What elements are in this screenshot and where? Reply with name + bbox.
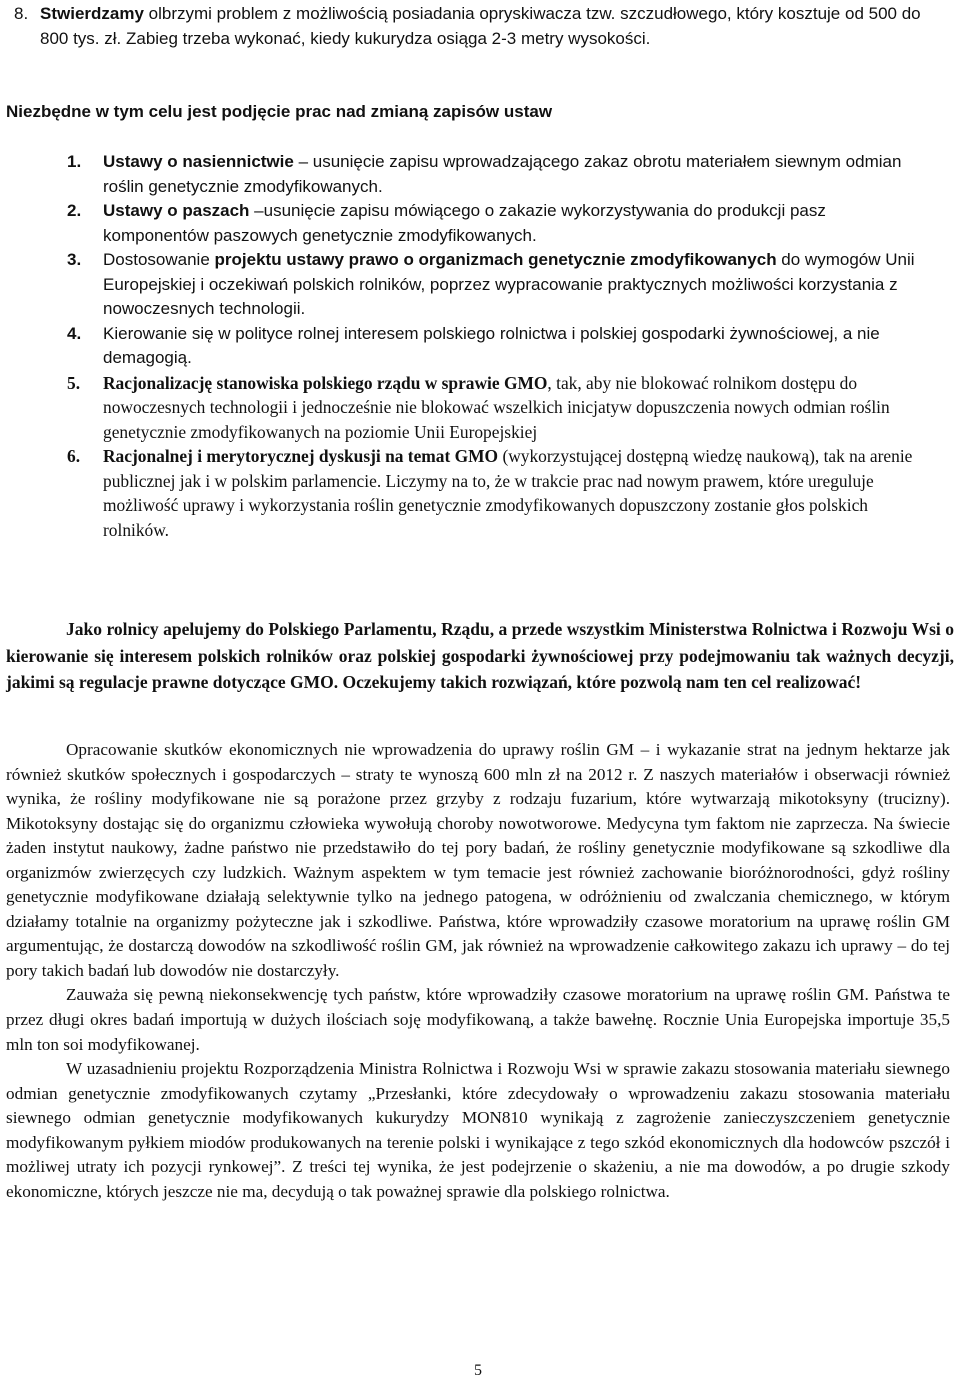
item-number: 8.	[14, 4, 29, 23]
item-number: 6.	[67, 446, 81, 467]
item-number: 5.	[67, 372, 81, 393]
list-item	[67, 371, 933, 445]
item-number: 2.	[67, 201, 82, 220]
section-heading: Niezbędne w tym celu jest podjęcie prac nad zmianą zapisów ustaw	[6, 102, 553, 121]
list-item	[67, 199, 933, 248]
item-text: – usunięcie zapisu wprowadzającego zakaz obrotu materiałem siewnym odmian roślin genetycznie zmodyfikowanych.	[103, 152, 902, 196]
appeal-paragraph	[6, 616, 954, 696]
body-text	[6, 738, 950, 1204]
item-text: (wykorzystującej dostępną wiedzę naukową), tak na arenie publicznej jak i w polskim parlamencie. Liczymy na to, że w trakcie prac nad nowym prawem, które ureguluje możliwość uprawy i wykorzystania roślin genetycznie zmodyfikowanych dopuszczony zostanie głos polskich rolników.	[103, 446, 913, 541]
appeal-text: Jako rolnicy apelujemy do Polskiego Parlamentu, Rządu, a przede wszystkim Ministerstwa Rolnictwa i Rozwoju Wsi o kierowanie się interesem polskich rolników oraz polskiej gospodarki żywnościowej przy podejmowaniu tak ważnych decyzji, jakimi są regulacje prawne dotyczące GMO. Oczekujemy takich rozwiązań, które pozwolą nam ten cel realizować!	[6, 619, 954, 692]
body-paragraph: Zauważa się pewną niekonsekwencję tych państw, które wprowadziły czasowe moratorium na uprawę roślin GM. Państwa te przez długi okres badań importują w dużych ilościach soję modyfikowaną, a także bawełnę. Rocznie Unia Europejska importuje 35,5 mln ton soi modyfikowanej.	[6, 985, 950, 1054]
item-text: –usunięcie zapisu mówiącego o zakazie wykorzystywania do produkcji pasz komponentów paszowych genetycznie zmodyfikowanych.	[103, 201, 826, 245]
list-item	[67, 322, 933, 371]
item-text: olbrzymi problem z możliwością posiadania opryskiwacza tzw. szczudłowego, który kosztuje od 500 do 800 tys. zł. Zabieg trzeba wykonać, kiedy kukurydza osiąga 2-3 metry wysokości.	[40, 4, 921, 48]
item-pre: Dostosowanie	[103, 250, 215, 269]
list-item	[67, 248, 933, 322]
item-number: 3.	[67, 250, 82, 269]
item-bold: Racjonalnej i merytorycznej dyskusji na temat GMO	[103, 446, 499, 467]
list-item	[67, 150, 933, 199]
item-text: Kierowanie się w polityce rolnej interesem polskiego rolnictwa i polskiej gospodarki żywnościowej, a nie demagogią.	[103, 323, 880, 367]
item-bold: Racjonalizację stanowiska polskiego rządu w sprawie GMO	[103, 372, 548, 393]
page-number: 5	[474, 1362, 482, 1379]
body-paragraph: W uzasadnieniu projektu Rozporządzenia Ministra Rolnictwa i Rozwoju Wsi w sprawie zakazu stosowania materiału siewnego odmian genetycznie zmodyfikowanych czytamy „Przesłanki, które zdecydowały o wprowadzeniu zakazu stosowania materiału siewnego odmian genetycznie modyfikowanych kukurydzy MON810 wynikają z zagrożenie zanieczyszczeniem genetycznie modyfikowanym pyłkiem miodów produkowanych na terenie polski i wynikające z tego szkód ekonomicznych dla hodowców pszczół i możliwej utraty ich pozycji rynkowej”. Z treści tej wynika, że jest podejrzenie o skażeniu, a nie ma dowodów, a po drugie szkody ekonomiczne, których jeszcze nie ma, decydują o tak poważnej sprawie dla polskiego rolnictwa.	[6, 1059, 950, 1201]
list-item-8	[14, 2, 930, 51]
item-text: do wymogów Unii Europejskiej i oczekiwań polskich rolników, poprzez wypracowanie praktycznych możliwości korzystania z nowoczesnych technologii.	[103, 250, 915, 318]
list-item	[67, 444, 933, 542]
body-paragraph: Opracowanie skutków ekonomicznych nie wprowadzenia do uprawy roślin GM – i wykazanie strat na jednym hektarze jak również skutków społecznych i gospodarczych – straty te wynoszą 600 mln zł na 2012 r. Z naszych materiałów i obserwacji również wynika, że rośliny modyfikowane nie są porażone przez grzyby z rodzaju fuzarium, które wytwarzają mikotoksyny (trucizny). Mikotoksyny dostając się do organizmu człowieka wywołują choroby nowotworowe. Medycyna tym faktom nie zaprzecza. Na świecie żaden instytut naukowy, żadne państwo nie przedstawiło do tej pory badań, że rośliny genetycznie modyfikowane są szkodliwe dla organizmów zwierzęcych czy ludzkich. Ważnym aspektem w tym temacie jest również zachowanie bioróżnorodności, gdyż rośliny genetycznie modyfikowane działają selektywnie tylko na jednego patogena, w odróżnieniu od zwalczania chemicznego, w którym działamy totalnie na organizmy pożyteczne jak i szkodliwe. Państwa, które wprowadziły czasowe moratorium na uprawę roślin GM argumentując, że dostarczą dowodów na szkodliwość roślin GM, jak również na wprowadzenie całkowitego zakazu ich uprawy – do tej pory takich badań lub dowodów nie dostarczyły.	[6, 740, 950, 980]
item-lead: Stwierdzamy	[40, 4, 144, 23]
item-bold: Ustawy o paszach	[103, 201, 250, 220]
item-number: 1.	[67, 152, 82, 171]
item-text: , tak, aby nie blokować rolnikom dostępu do nowoczesnych technologii i jednocześnie nie blokować wszelkich inicjatyw dopuszczenia nowych odmian roślin genetycznie zmodyfikowanych na poziomie Unii Europejskiej	[103, 372, 890, 442]
amendment-list	[67, 150, 933, 543]
item-bold: Ustawy o nasiennictwie	[103, 152, 294, 171]
item-bold: projektu ustawy prawo o organizmach genetycznie zmodyfikowanych	[214, 250, 777, 269]
item-number: 4.	[67, 323, 82, 343]
